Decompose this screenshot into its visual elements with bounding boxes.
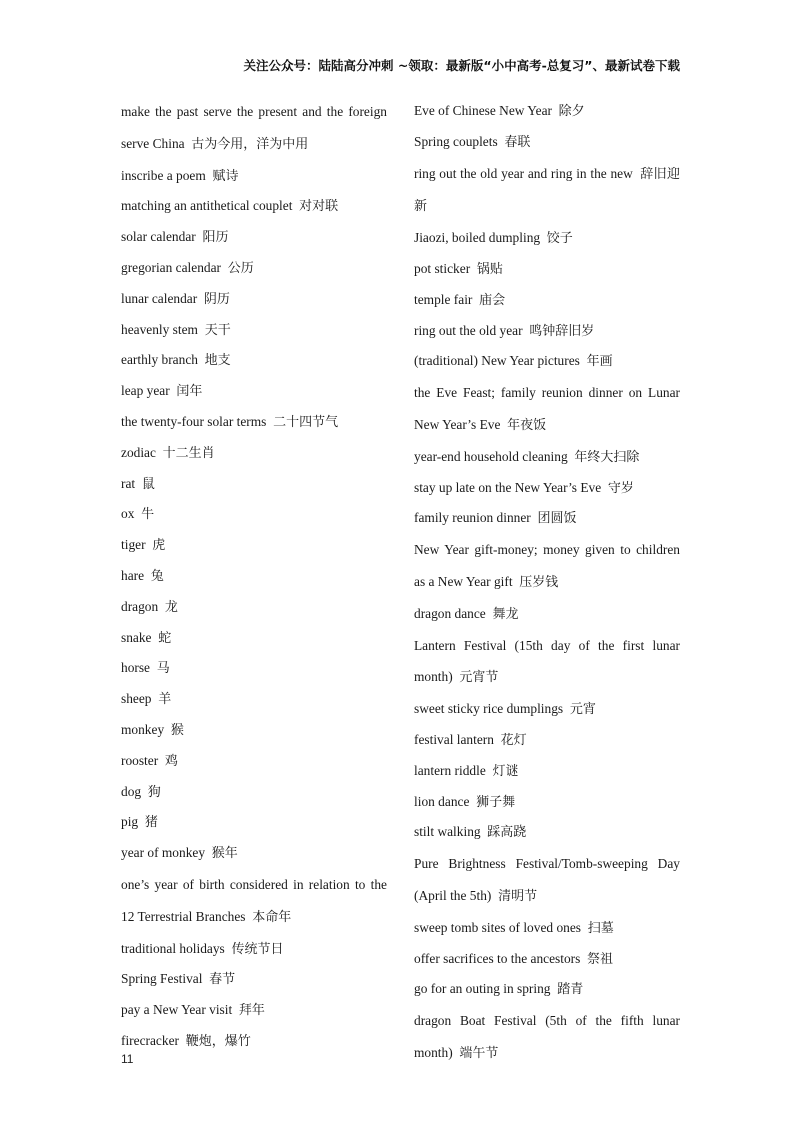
term-english: stay up late on the New Year’s Eve — [414, 479, 602, 495]
term-english: dragon dance — [414, 605, 486, 621]
term-english: the twenty-four solar terms — [121, 413, 267, 429]
term-english: firecracker — [121, 1032, 179, 1048]
list-item — [121, 653, 387, 684]
term-english: lunar calendar — [121, 290, 198, 306]
list-item — [121, 777, 387, 808]
term-english: lantern riddle — [414, 762, 486, 778]
term-english: Eve of Chinese New Year — [414, 103, 552, 118]
term-chinese: 花灯 — [500, 732, 527, 748]
list-item — [121, 684, 387, 715]
list-item — [414, 158, 680, 224]
term-english: Pure Brightness Festival/Tomb-sweeping Day (April the 5th) — [414, 856, 680, 903]
list-item — [121, 934, 387, 965]
term-english: lion dance — [414, 793, 470, 809]
term-english: dragon Boat Festival (5th of the fifth lunar month) — [414, 1013, 680, 1060]
list-item — [414, 442, 680, 473]
term-english: sweet sticky rice dumplings — [414, 701, 564, 717]
term-english: pot sticker — [414, 260, 471, 276]
term-chinese: 春节 — [209, 972, 236, 988]
list-item — [414, 913, 680, 944]
term-chinese: 端午节 — [459, 1045, 499, 1061]
list-item — [121, 623, 387, 654]
term-english: leap year — [121, 383, 170, 399]
list-item — [121, 746, 387, 777]
term-chinese: 十二生肖 — [162, 445, 215, 461]
term-chinese: 扫墓 — [587, 920, 614, 936]
term-english: year of monkey — [121, 845, 206, 861]
list-item — [121, 96, 387, 161]
term-chinese: 狗 — [147, 784, 161, 800]
term-chinese: 马 — [156, 661, 170, 677]
term-chinese: 锅贴 — [476, 261, 503, 277]
term-chinese: 团圆饭 — [537, 511, 577, 527]
list-item — [414, 630, 680, 695]
term-chinese: 古为今用，洋为中用 — [191, 136, 309, 152]
term-english: tiger — [121, 537, 146, 553]
list-item — [121, 561, 387, 592]
term-chinese: 阳历 — [202, 230, 229, 246]
term-chinese: 年画 — [586, 354, 613, 370]
term-english: make the past serve the present and the foreign serve China — [121, 104, 387, 151]
list-item — [121, 869, 387, 934]
term-chinese: 天干 — [204, 322, 231, 338]
term-english: dog — [121, 783, 142, 799]
term-english: year-end household cleaning — [414, 448, 568, 464]
term-chinese: 地支 — [204, 353, 231, 369]
list-item — [121, 807, 387, 838]
term-chinese: 辞旧迎新 — [414, 166, 680, 215]
term-english: Spring couplets — [414, 133, 498, 149]
term-english: family reunion dinner — [414, 510, 531, 526]
term-english: ox — [121, 506, 135, 522]
list-item — [121, 376, 387, 407]
term-english: the Eve Feast; family reunion dinner on Lunar New Year’s Eve — [414, 385, 680, 432]
term-chinese: 羊 — [158, 692, 172, 708]
term-chinese: 猪 — [144, 815, 158, 831]
term-english: festival lantern — [414, 731, 494, 747]
term-chinese: 对对联 — [299, 199, 339, 215]
term-english: Jiaozi, boiled dumpling — [414, 230, 541, 246]
vocabulary-column-left — [121, 96, 387, 1057]
term-english: zodiac — [121, 444, 156, 460]
term-chinese: 赋诗 — [212, 168, 239, 184]
list-item — [414, 534, 680, 599]
term-english: earthly branch — [121, 352, 198, 368]
list-item — [414, 817, 680, 848]
term-english: matching an antithetical couplet — [121, 198, 293, 214]
list-item — [414, 346, 680, 377]
term-english: rat — [121, 475, 136, 491]
list-item — [121, 222, 387, 253]
term-chinese: 兔 — [150, 568, 164, 584]
list-item — [414, 503, 680, 534]
term-english: offer sacrifices to the ancestors — [414, 950, 581, 966]
term-chinese: 拜年 — [238, 1003, 265, 1019]
term-chinese: 公历 — [227, 260, 254, 276]
term-english: temple fair — [414, 291, 473, 307]
list-item — [121, 469, 387, 500]
term-english: sheep — [121, 691, 152, 707]
term-chinese: 踩高跷 — [487, 825, 527, 841]
term-chinese: 牛 — [141, 507, 155, 523]
term-chinese: 鼠 — [141, 476, 155, 492]
list-item — [414, 599, 680, 630]
term-chinese: 春联 — [504, 134, 531, 150]
term-chinese: 二十四节气 — [273, 414, 339, 430]
term-english: gregorian calendar — [121, 259, 221, 275]
term-english: pig — [121, 814, 139, 830]
term-chinese: 鸣钟辞旧岁 — [529, 323, 595, 339]
list-item — [121, 315, 387, 346]
term-chinese: 狮子舞 — [476, 794, 516, 810]
list-item — [414, 96, 680, 127]
list-item — [414, 756, 680, 787]
vocabulary-column-right — [414, 96, 680, 1070]
term-english: pay a New Year visit — [121, 1002, 233, 1018]
term-chinese: 龙 — [164, 599, 178, 615]
term-english: solar calendar — [121, 229, 196, 245]
list-item — [414, 1005, 680, 1070]
list-item — [414, 725, 680, 756]
term-english: heavenly stem — [121, 321, 198, 337]
list-item — [121, 592, 387, 623]
term-chinese: 舞龙 — [492, 606, 519, 622]
term-english: monkey — [121, 721, 165, 737]
term-chinese: 鸡 — [164, 753, 178, 769]
term-chinese: 压岁钱 — [519, 574, 559, 590]
term-english: one’s year of birth considered in relation to the 12 Terrestrial Branches — [121, 876, 387, 924]
term-english: go for an outing in spring — [414, 981, 551, 997]
term-english: stilt walking — [414, 824, 481, 840]
list-item — [121, 715, 387, 746]
term-chinese: 传统节日 — [231, 941, 284, 957]
term-chinese: 闰年 — [176, 384, 203, 400]
term-chinese: 饺子 — [546, 231, 573, 247]
term-chinese: 庙会 — [479, 292, 506, 308]
term-english: ring out the old year — [414, 322, 523, 338]
list-item — [414, 377, 680, 442]
term-english: hare — [121, 567, 145, 583]
term-chinese: 鞭炮，爆竹 — [185, 1033, 251, 1049]
list-item — [414, 974, 680, 1005]
term-chinese: 年夜饭 — [507, 417, 547, 433]
list-item — [414, 694, 680, 725]
term-english: rooster — [121, 752, 159, 768]
list-item — [121, 284, 387, 315]
term-chinese: 除夕 — [558, 104, 585, 119]
term-english: horse — [121, 660, 151, 676]
term-chinese: 踏青 — [557, 982, 584, 998]
list-item — [414, 127, 680, 158]
list-item — [121, 964, 387, 995]
term-english: Lantern Festival (15th day of the first lunar month) — [414, 637, 680, 685]
term-english: New Year gift-money; money given to children as a New Year gift — [414, 542, 680, 589]
term-chinese: 祭祖 — [587, 951, 614, 967]
list-item — [414, 285, 680, 316]
list-item — [121, 838, 387, 869]
list-item — [414, 473, 680, 504]
term-english: snake — [121, 629, 152, 645]
term-english: (traditional) New Year pictures — [414, 353, 580, 369]
term-chinese: 阴历 — [203, 291, 230, 307]
term-english: sweep tomb sites of loved ones — [414, 919, 581, 935]
list-item — [414, 316, 680, 347]
term-english: ring out the old year and ring in the new — [414, 165, 633, 181]
term-chinese: 元宵节 — [459, 670, 499, 686]
list-item — [414, 848, 680, 913]
term-chinese: 守岁 — [607, 480, 634, 496]
list-item — [121, 499, 387, 530]
term-chinese: 虎 — [152, 538, 166, 554]
list-item — [121, 161, 387, 192]
list-item — [121, 438, 387, 469]
term-chinese: 蛇 — [158, 630, 172, 646]
list-item — [414, 944, 680, 975]
list-item — [414, 254, 680, 285]
term-chinese: 灯谜 — [492, 763, 519, 779]
term-english: Spring Festival — [121, 971, 203, 987]
list-item — [414, 223, 680, 254]
page-header: 关注公众号：陆陆高分冲刺 ~领取：最新版“小中高考-总复习”、最新试卷下载 — [243, 58, 680, 73]
term-chinese: 猴年 — [211, 846, 238, 862]
term-chinese: 猴 — [170, 722, 184, 738]
list-item — [414, 787, 680, 818]
list-item — [121, 407, 387, 438]
term-english: inscribe a poem — [121, 167, 206, 183]
list-item — [121, 995, 387, 1026]
list-item — [121, 530, 387, 561]
list-item — [121, 253, 387, 284]
list-item — [121, 1026, 387, 1057]
list-item — [121, 191, 387, 222]
term-chinese: 年终大扫除 — [574, 449, 640, 465]
list-item — [121, 345, 387, 376]
term-chinese: 元宵 — [569, 702, 596, 718]
page-number: 11 — [121, 1052, 134, 1066]
term-english: dragon — [121, 598, 159, 614]
term-chinese: 清明节 — [498, 888, 538, 904]
term-chinese: 本命年 — [252, 909, 292, 925]
term-english: traditional holidays — [121, 940, 225, 956]
